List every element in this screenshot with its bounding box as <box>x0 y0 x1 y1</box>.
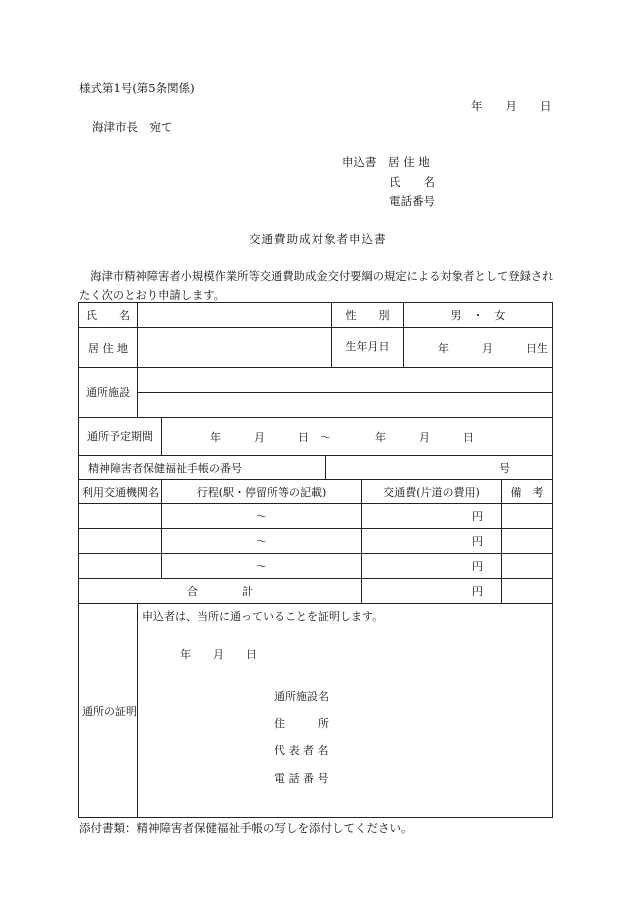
route-separator: ～ <box>256 535 267 548</box>
applicant-name-label: 氏 名 <box>389 175 435 189</box>
birth-label-cell <box>332 328 404 368</box>
name-label-cell <box>79 303 138 328</box>
cert-phone-label: 電 話 番 号 <box>274 772 329 785</box>
handbook-label-cell <box>79 456 326 480</box>
address-label-cell <box>79 328 138 368</box>
handbook-label: 精神障害者保健福祉手帳の番号 <box>88 461 242 475</box>
intro-paragraph: 海津市精神障害者小規模作業所等交通費助成金交付要綱の規定による対象者として登録されたく次のとおり申請します。 <box>79 270 554 302</box>
attachment-note: 添付書類：精神障害者保健福祉手帳の写しを添付してください。 <box>79 821 413 835</box>
gender-value: 男 ・ 女 <box>450 309 506 322</box>
name-input[interactable] <box>138 303 332 328</box>
cert-body-cell <box>138 604 553 818</box>
birth-value: 年 月 日生 <box>438 341 548 355</box>
route-input[interactable] <box>162 554 362 579</box>
col-agency-header <box>79 480 162 504</box>
period-label: 通所予定期間 <box>87 430 153 443</box>
cert-representative-label: 代 表 者 名 <box>274 744 329 757</box>
yen-unit: 円 <box>472 560 483 573</box>
total-remarks-input <box>502 579 553 604</box>
facility-input-2[interactable] <box>138 393 553 418</box>
fare-input[interactable] <box>362 504 502 529</box>
name-label: 氏 名 <box>86 309 130 322</box>
route-input[interactable] <box>162 529 362 554</box>
gender-value-cell[interactable] <box>404 303 553 328</box>
birth-label: 生年月日 <box>345 340 390 354</box>
period-label-cell <box>79 418 162 456</box>
address-label: 居 住 地 <box>88 341 128 355</box>
col-remarks-label: 備 考 <box>510 485 544 499</box>
gender-label: 性 別 <box>345 309 390 322</box>
yen-unit: 円 <box>472 510 483 523</box>
document-title: 交通費助成対象者申込書 <box>249 232 387 246</box>
transport-row <box>79 554 553 579</box>
fare-input[interactable] <box>362 529 502 554</box>
date-line: 年 月 日 <box>471 99 552 113</box>
agency-input[interactable] <box>79 554 162 579</box>
fare-input[interactable] <box>362 554 502 579</box>
form-number: 様式第1号(第5条関係) <box>79 81 195 95</box>
applicant-address-label: 居 住 地 <box>388 155 430 169</box>
agency-input[interactable] <box>79 529 162 554</box>
birth-value-cell[interactable] <box>404 328 553 368</box>
cert-label-cell <box>79 604 138 818</box>
application-form-table <box>78 302 553 818</box>
facility-label-cell <box>79 368 138 418</box>
facility-input-1[interactable] <box>138 368 553 393</box>
col-route-label: 行程(駅・停留所等の記載) <box>196 485 327 499</box>
route-input[interactable] <box>162 504 362 529</box>
col-agency-label: 利用交通機関名 <box>82 485 159 499</box>
remarks-input[interactable] <box>502 529 553 554</box>
cert-label: 通所の証明 <box>82 704 137 718</box>
col-fare-header <box>362 480 502 504</box>
col-fare-label: 交通費(片道の費用) <box>383 485 480 499</box>
gender-label-cell <box>332 303 404 328</box>
handbook-suffix: 号 <box>499 461 510 475</box>
handbook-number-input[interactable] <box>326 456 553 480</box>
period-value: 年 月 日 ～ 年 月 日 <box>210 430 474 444</box>
applicant-label: 申込書 <box>342 155 377 169</box>
applicant-phone-label: 電話番号 <box>389 194 435 208</box>
address-input[interactable] <box>138 328 332 368</box>
total-fare-input[interactable] <box>362 579 502 604</box>
route-separator: ～ <box>256 510 267 523</box>
cert-address-label: 住 所 <box>274 717 329 730</box>
transport-row <box>79 529 553 554</box>
col-route-header <box>162 480 362 504</box>
yen-unit: 円 <box>472 535 483 548</box>
remarks-input[interactable] <box>502 554 553 579</box>
cert-statement: 申込者は、当所に通っていることを証明します。 <box>142 610 384 623</box>
facility-label: 通所施設 <box>86 385 130 399</box>
addressee: 海津市長 宛て <box>92 120 173 134</box>
col-remarks-header <box>502 480 553 504</box>
total-label-cell <box>79 579 362 604</box>
total-label: 合 計 <box>187 585 253 598</box>
remarks-input[interactable] <box>502 504 553 529</box>
cert-facility-label: 通所施設名 <box>274 690 329 703</box>
transport-row <box>79 504 553 529</box>
cert-date: 年 月 日 <box>180 648 257 661</box>
agency-input[interactable] <box>79 504 162 529</box>
period-value-cell[interactable] <box>162 418 553 456</box>
total-yen-unit: 円 <box>472 585 483 598</box>
route-separator: ～ <box>256 560 267 573</box>
